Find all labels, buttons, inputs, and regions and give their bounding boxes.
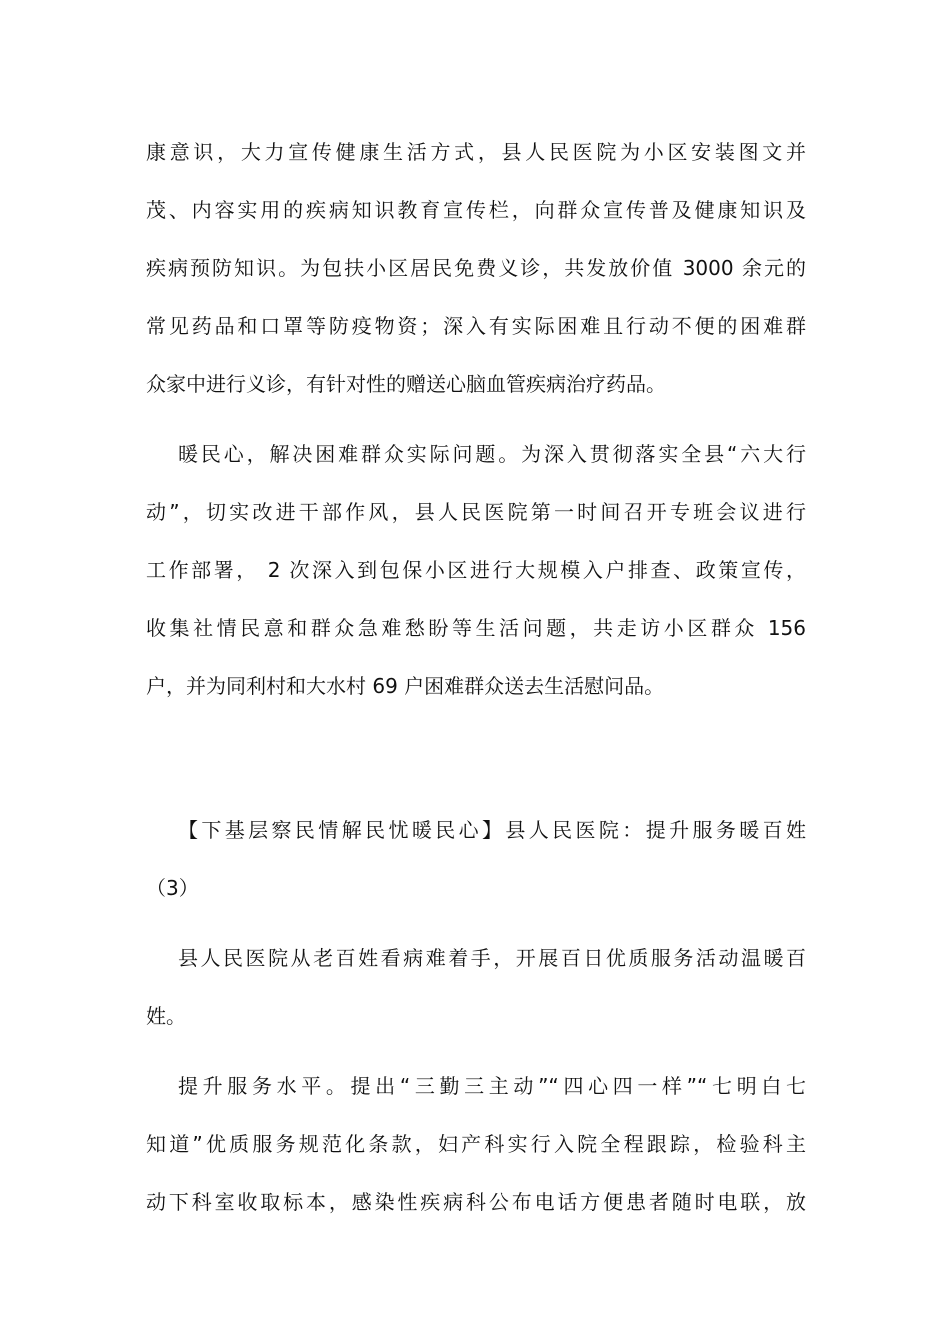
paragraph-2-line-3: 工作部署， 2 次深入到包保小区进行大规模入户排查、政策宣传， — [146, 558, 806, 582]
paragraph-1-line-2: 茂、内容实用的疾病知识教育宣传栏，向群众宣传普及健康知识及 — [146, 198, 806, 222]
paragraph-4-line-3: 动下科室收取标本，感染性疾病科公布电话方便患者随时电联，放 — [146, 1190, 806, 1214]
paragraph-2-line-4: 收集社情民意和群众急难愁盼等生活问题，共走访小区群众 156 — [146, 616, 806, 640]
section-heading-line-1: 【下基层察民情解民忧暖民心】县人民医院：提升服务暖百姓 — [178, 818, 806, 842]
paragraph-3-line-2: 姓。 — [146, 1004, 186, 1028]
section-heading-line-2: （3） — [146, 876, 199, 900]
paragraph-4-line-2: 知道”优质服务规范化条款，妇产科实行入院全程跟踪，检验科主 — [146, 1132, 806, 1156]
paragraph-1-line-5: 众家中进行义诊，有针对性的赠送心脑血管疾病治疗药品。 — [146, 372, 666, 396]
paragraph-1-line-1: 康意识，大力宣传健康生活方式，县人民医院为小区安装图文并 — [146, 140, 806, 164]
paragraph-2-line-5: 户，并为同利村和大水村 69 户困难群众送去生活慰问品。 — [146, 674, 665, 698]
paragraph-1-line-3: 疾病预防知识。为包扶小区居民免费义诊，共发放价值 3000 余元的 — [146, 256, 806, 280]
paragraph-4-line-1: 提升服务水平。提出“三勤三主动”“四心四一样”“七明白七 — [178, 1074, 806, 1098]
paragraph-3-line-1: 县人民医院从老百姓看病难着手，开展百日优质服务活动温暖百 — [178, 946, 806, 970]
paragraph-2-line-2: 动”，切实改进干部作风，县人民医院第一时间召开专班会议进行 — [146, 500, 806, 524]
paragraph-2-line-1: 暖民心，解决困难群众实际问题。为深入贯彻落实全县“六大行 — [178, 442, 806, 466]
paragraph-1-line-4: 常见药品和口罩等防疫物资；深入有实际困难且行动不便的困难群 — [146, 314, 806, 338]
